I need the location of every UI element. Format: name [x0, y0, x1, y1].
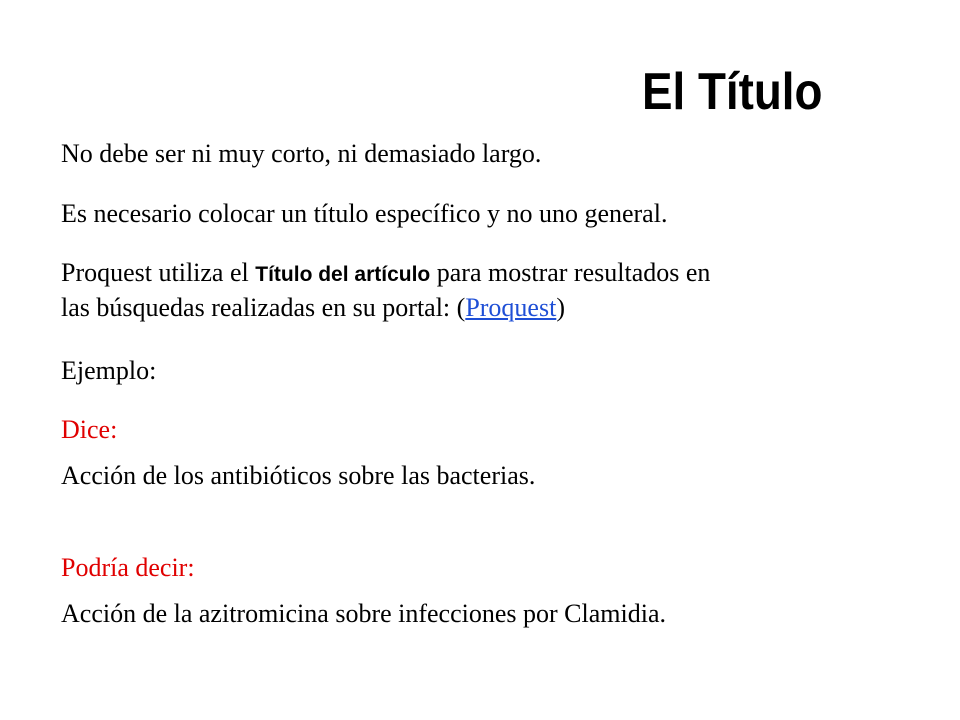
proquest-portal-prefix: las búsquedas realizadas en su portal: (	[61, 293, 466, 322]
podria-decir-example-text: Acción de la azitromicina sobre infecciones por Clamidia.	[61, 599, 666, 628]
podria-decir-label: Podría decir:	[61, 553, 195, 582]
slide-title: El Título	[642, 63, 823, 121]
paragraph-proquest-usage	[61, 258, 710, 290]
example-label: Ejemplo:	[61, 356, 157, 385]
proquest-usage-suffix: para mostrar resultados en	[430, 258, 711, 287]
paragraph-specific-title: Es necesario colocar un título específico y no uno general.	[61, 199, 668, 228]
proquest-portal-suffix: )	[556, 293, 565, 322]
paragraph-length-advice: No debe ser ni muy corto, ni demasiado largo.	[61, 139, 542, 168]
proquest-link[interactable]: Proquest	[465, 293, 557, 322]
proquest-usage-prefix: Proquest utiliza el	[61, 258, 256, 287]
article-title-emphasis: Título del artículo	[255, 263, 431, 286]
dice-label: Dice:	[61, 415, 118, 444]
paragraph-proquest-portal	[61, 293, 565, 323]
dice-example-text: Acción de los antibióticos sobre las bacterias.	[61, 461, 536, 490]
